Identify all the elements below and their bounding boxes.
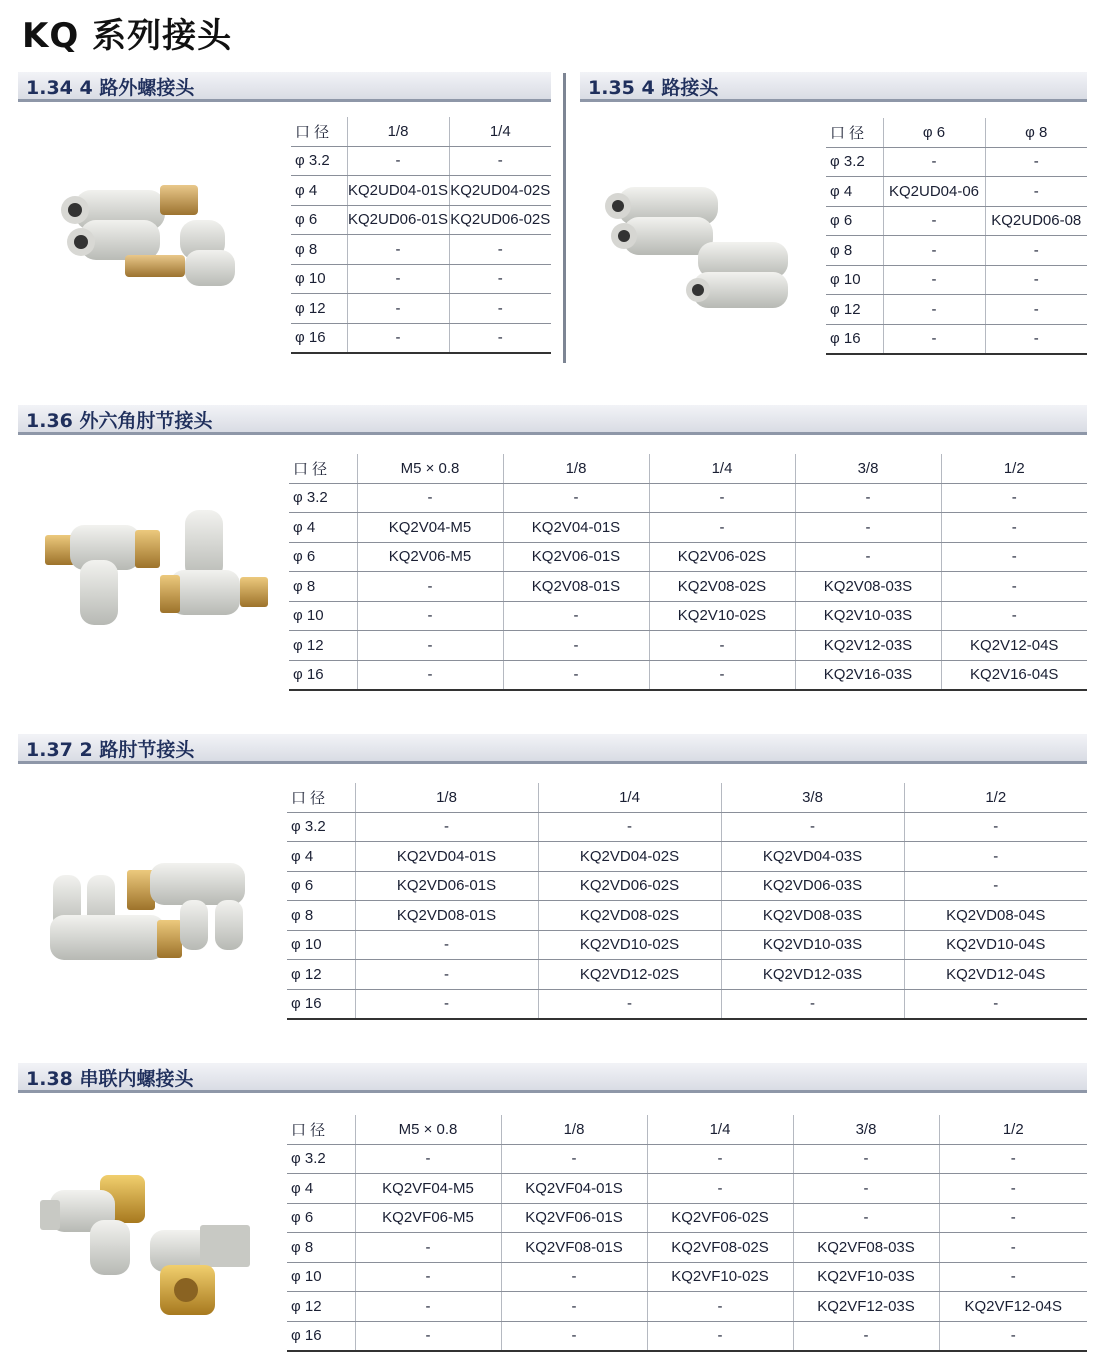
model-number-cell: - <box>538 812 721 842</box>
model-number-cell: KQ2V12-03S <box>795 631 941 661</box>
model-number-cell: KQ2VD08-03S <box>721 901 904 931</box>
table-row <box>287 901 1087 931</box>
model-number-cell: KQ2VF06-01S <box>501 1203 647 1233</box>
model-number-cell: - <box>357 483 503 513</box>
model-number-cell: - <box>503 631 649 661</box>
model-number-cell: - <box>985 265 1087 295</box>
model-number-cell: - <box>904 842 1087 872</box>
table-row <box>291 235 551 265</box>
port-size-header: 口 径 <box>289 454 357 483</box>
model-number-cell: - <box>883 236 985 266</box>
tube-diameter-cell: φ 6 <box>826 206 883 236</box>
model-number-cell: KQ2VD04-02S <box>538 842 721 872</box>
model-number-cell: - <box>939 1233 1087 1263</box>
model-number-cell: - <box>503 660 649 690</box>
model-number-cell: KQ2UD06-01S <box>347 205 449 235</box>
model-number-cell: - <box>449 235 551 265</box>
model-number-cell: - <box>883 147 985 177</box>
model-number-cell: KQ2VD08-04S <box>904 901 1087 931</box>
tube-diameter-cell: φ 12 <box>287 1292 355 1322</box>
spec-table-1-38 <box>287 1115 1087 1352</box>
tube-diameter-cell: φ 6 <box>289 542 357 572</box>
port-size-header: 口 径 <box>287 783 355 812</box>
model-number-cell: KQ2V06-01S <box>503 542 649 572</box>
model-number-cell: KQ2VF10-02S <box>647 1262 793 1292</box>
model-number-cell: - <box>904 871 1087 901</box>
model-number-cell: - <box>985 177 1087 207</box>
table-row <box>287 1203 1087 1233</box>
table-row <box>826 295 1087 325</box>
tube-diameter-cell: φ 6 <box>287 1203 355 1233</box>
model-number-cell: - <box>795 513 941 543</box>
section-header-1-38 <box>18 1063 1087 1093</box>
model-number-cell: - <box>939 1174 1087 1204</box>
model-number-cell: - <box>355 1262 501 1292</box>
spec-table-1-34 <box>291 117 551 354</box>
model-number-cell: - <box>357 601 503 631</box>
product-photo-2way-elbow <box>45 855 255 975</box>
section-title: 1.36 外六角肘节接头 <box>26 410 213 432</box>
model-number-cell: - <box>501 1262 647 1292</box>
tube-diameter-cell: φ 10 <box>291 264 347 294</box>
table-row <box>287 1144 1087 1174</box>
table-row <box>287 1262 1087 1292</box>
model-number-cell: - <box>501 1292 647 1322</box>
model-number-cell: - <box>793 1203 939 1233</box>
tube-diameter-cell: φ 4 <box>291 176 347 206</box>
model-number-cell: - <box>985 147 1087 177</box>
tube-diameter-cell: φ 10 <box>289 601 357 631</box>
thread-size-header: 3/8 <box>721 783 904 812</box>
tube-diameter-cell: φ 3.2 <box>291 146 347 176</box>
model-number-cell: KQ2VD06-02S <box>538 871 721 901</box>
model-number-cell: KQ2VF06-02S <box>647 1203 793 1233</box>
table-row <box>291 205 551 235</box>
model-number-cell: - <box>649 483 795 513</box>
table-row <box>287 1292 1087 1322</box>
tube-diameter-cell: φ 10 <box>287 930 355 960</box>
product-photo-4way-union <box>598 172 798 322</box>
table-row <box>291 146 551 176</box>
table-row <box>291 176 551 206</box>
table-row <box>291 264 551 294</box>
model-number-cell: - <box>449 323 551 353</box>
tube-diameter-cell: φ 3.2 <box>287 1144 355 1174</box>
model-number-cell: - <box>883 206 985 236</box>
model-number-cell: KQ2V16-03S <box>795 660 941 690</box>
port-size-header: 口 径 <box>291 117 347 146</box>
model-number-cell: - <box>721 812 904 842</box>
model-number-cell: KQ2V04-01S <box>503 513 649 543</box>
model-number-cell: KQ2VD04-01S <box>355 842 538 872</box>
section-header-1-36 <box>18 405 1087 435</box>
table-header-row <box>289 454 1087 483</box>
model-number-cell: - <box>795 483 941 513</box>
tube-diameter-cell: φ 3.2 <box>826 147 883 177</box>
section-title: 1.35 4 路接头 <box>588 77 719 99</box>
model-number-cell: - <box>347 235 449 265</box>
thread-size-header: 1/2 <box>939 1115 1087 1144</box>
product-photo-hex-elbow <box>45 505 275 640</box>
model-number-cell: - <box>647 1292 793 1322</box>
model-number-cell: KQ2V04-M5 <box>357 513 503 543</box>
model-number-cell: - <box>647 1174 793 1204</box>
model-number-cell: - <box>985 324 1087 354</box>
thread-size-header: 3/8 <box>793 1115 939 1144</box>
tube-diameter-cell: φ 16 <box>826 324 883 354</box>
model-number-cell: - <box>941 572 1087 602</box>
table-row <box>291 294 551 324</box>
model-number-cell: KQ2UD06-08 <box>985 206 1087 236</box>
model-number-cell: - <box>355 960 538 990</box>
tube-diameter-cell: φ 6 <box>291 205 347 235</box>
page-title: KQ 系列接头 <box>22 16 233 56</box>
model-number-cell: - <box>793 1144 939 1174</box>
model-number-cell: KQ2V10-03S <box>795 601 941 631</box>
model-number-cell: KQ2V08-03S <box>795 572 941 602</box>
tube-diameter-cell: φ 16 <box>291 323 347 353</box>
model-number-cell: - <box>355 989 538 1019</box>
thread-size-header: M5 × 0.8 <box>355 1115 501 1144</box>
model-number-cell: - <box>355 812 538 842</box>
model-number-cell: KQ2V06-M5 <box>357 542 503 572</box>
tube-diameter-cell: φ 6 <box>287 871 355 901</box>
model-number-cell: KQ2VD08-01S <box>355 901 538 931</box>
tube-diameter-cell: φ 8 <box>289 572 357 602</box>
section-title: 1.37 2 路肘节接头 <box>26 739 195 761</box>
model-number-cell: - <box>357 660 503 690</box>
table-row <box>289 483 1087 513</box>
model-number-cell: KQ2V16-04S <box>941 660 1087 690</box>
table-row <box>826 236 1087 266</box>
thread-size-header: 1/4 <box>538 783 721 812</box>
table-row <box>289 631 1087 661</box>
model-number-cell: - <box>649 660 795 690</box>
thread-size-header: φ 6 <box>883 118 985 147</box>
model-number-cell: - <box>347 294 449 324</box>
model-number-cell: - <box>503 483 649 513</box>
thread-size-header: 1/8 <box>503 454 649 483</box>
tube-diameter-cell: φ 4 <box>826 177 883 207</box>
model-number-cell: - <box>355 930 538 960</box>
model-number-cell: - <box>883 324 985 354</box>
thread-size-header: 1/8 <box>347 117 449 146</box>
port-size-header: 口 径 <box>826 118 883 147</box>
table-row <box>289 660 1087 690</box>
tube-diameter-cell: φ 4 <box>289 513 357 543</box>
thread-size-header: M5 × 0.8 <box>357 454 503 483</box>
table-row <box>291 323 551 353</box>
spec-table-1-36 <box>289 454 1087 691</box>
model-number-cell: - <box>647 1321 793 1351</box>
model-number-cell: KQ2VD10-03S <box>721 930 904 960</box>
section-title: 1.34 4 路外螺接头 <box>26 77 195 99</box>
model-number-cell: KQ2VF08-02S <box>647 1233 793 1263</box>
section-header-1-35 <box>580 72 1087 102</box>
model-number-cell: KQ2V06-02S <box>649 542 795 572</box>
section-header-1-34 <box>18 72 551 102</box>
spec-table-1-35 <box>826 118 1087 355</box>
thread-size-header: 3/8 <box>795 454 941 483</box>
model-number-cell: - <box>883 295 985 325</box>
model-number-cell: KQ2VF08-03S <box>793 1233 939 1263</box>
table-row <box>289 572 1087 602</box>
thread-size-header: 1/2 <box>941 454 1087 483</box>
model-number-cell: - <box>904 812 1087 842</box>
model-number-cell: - <box>501 1144 647 1174</box>
model-number-cell: - <box>449 264 551 294</box>
model-number-cell: - <box>538 989 721 1019</box>
model-number-cell: - <box>939 1321 1087 1351</box>
table-header-row <box>291 117 551 146</box>
table-header-row <box>287 783 1087 812</box>
product-photo-banjo-female-thread <box>40 1170 270 1320</box>
table-row <box>826 206 1087 236</box>
model-number-cell: KQ2VD12-04S <box>904 960 1087 990</box>
model-number-cell: - <box>941 483 1087 513</box>
tube-diameter-cell: φ 10 <box>826 265 883 295</box>
tube-diameter-cell: φ 12 <box>291 294 347 324</box>
tube-diameter-cell: φ 8 <box>287 1233 355 1263</box>
tube-diameter-cell: φ 3.2 <box>289 483 357 513</box>
model-number-cell: - <box>357 631 503 661</box>
product-photo-4way-male-thread <box>45 150 245 320</box>
port-size-header: 口 径 <box>287 1115 355 1144</box>
section-title: 1.38 串联内螺接头 <box>26 1068 194 1090</box>
tube-diameter-cell: φ 12 <box>289 631 357 661</box>
model-number-cell: - <box>449 146 551 176</box>
thread-size-header: 1/8 <box>355 783 538 812</box>
model-number-cell: - <box>721 989 904 1019</box>
table-row <box>287 989 1087 1019</box>
model-number-cell: KQ2VF06-M5 <box>355 1203 501 1233</box>
section-header-1-37 <box>18 734 1087 764</box>
table-row <box>289 542 1087 572</box>
table-row <box>826 147 1087 177</box>
table-row <box>287 1174 1087 1204</box>
model-number-cell: KQ2VD08-02S <box>538 901 721 931</box>
tube-diameter-cell: φ 3.2 <box>287 812 355 842</box>
model-number-cell: KQ2VD10-04S <box>904 930 1087 960</box>
model-number-cell: KQ2V12-04S <box>941 631 1087 661</box>
model-number-cell: - <box>941 513 1087 543</box>
tube-diameter-cell: φ 8 <box>287 901 355 931</box>
model-number-cell: - <box>941 542 1087 572</box>
table-row <box>287 842 1087 872</box>
model-number-cell: KQ2VF08-01S <box>501 1233 647 1263</box>
tube-diameter-cell: φ 12 <box>826 295 883 325</box>
tube-diameter-cell: φ 12 <box>287 960 355 990</box>
tube-diameter-cell: φ 16 <box>287 1321 355 1351</box>
model-number-cell: - <box>649 631 795 661</box>
table-row <box>287 930 1087 960</box>
table-row <box>287 960 1087 990</box>
model-number-cell: KQ2UD06-02S <box>449 205 551 235</box>
model-number-cell: - <box>347 264 449 294</box>
model-number-cell: KQ2V08-02S <box>649 572 795 602</box>
tube-diameter-cell: φ 4 <box>287 1174 355 1204</box>
tube-diameter-cell: φ 10 <box>287 1262 355 1292</box>
table-row <box>826 324 1087 354</box>
tube-diameter-cell: φ 8 <box>291 235 347 265</box>
model-number-cell: - <box>355 1321 501 1351</box>
tube-diameter-cell: φ 16 <box>289 660 357 690</box>
tube-diameter-cell: φ 16 <box>287 989 355 1019</box>
model-number-cell: KQ2VF12-04S <box>939 1292 1087 1322</box>
model-number-cell: - <box>449 294 551 324</box>
thread-size-header: 1/4 <box>449 117 551 146</box>
table-row <box>289 601 1087 631</box>
model-number-cell: - <box>355 1144 501 1174</box>
model-number-cell: KQ2V10-02S <box>649 601 795 631</box>
model-number-cell: KQ2VF04-01S <box>501 1174 647 1204</box>
table-row <box>289 513 1087 543</box>
model-number-cell: KQ2V08-01S <box>503 572 649 602</box>
table-row <box>287 812 1087 842</box>
model-number-cell: - <box>793 1321 939 1351</box>
model-number-cell: - <box>904 989 1087 1019</box>
table-row <box>287 1233 1087 1263</box>
model-number-cell: - <box>501 1321 647 1351</box>
model-number-cell: - <box>985 295 1087 325</box>
model-number-cell: - <box>503 601 649 631</box>
table-row <box>287 1321 1087 1351</box>
model-number-cell: KQ2VD12-03S <box>721 960 904 990</box>
model-number-cell: - <box>347 146 449 176</box>
table-row <box>826 177 1087 207</box>
model-number-cell: - <box>347 323 449 353</box>
model-number-cell: - <box>985 236 1087 266</box>
table-header-row <box>826 118 1087 147</box>
model-number-cell: - <box>939 1262 1087 1292</box>
spec-table-1-37 <box>287 783 1087 1020</box>
model-number-cell: KQ2UD04-06 <box>883 177 985 207</box>
model-number-cell: - <box>647 1144 793 1174</box>
thread-size-header: 1/4 <box>649 454 795 483</box>
model-number-cell: KQ2VD10-02S <box>538 930 721 960</box>
model-number-cell: - <box>357 572 503 602</box>
table-header-row <box>287 1115 1087 1144</box>
model-number-cell: - <box>793 1174 939 1204</box>
tube-diameter-cell: φ 4 <box>287 842 355 872</box>
thread-size-header: 1/8 <box>501 1115 647 1144</box>
model-number-cell: - <box>355 1233 501 1263</box>
thread-size-header: 1/4 <box>647 1115 793 1144</box>
thread-size-header: 1/2 <box>904 783 1087 812</box>
model-number-cell: - <box>939 1144 1087 1174</box>
table-row <box>826 265 1087 295</box>
model-number-cell: - <box>649 513 795 543</box>
thread-size-header: φ 8 <box>985 118 1087 147</box>
model-number-cell: KQ2VF12-03S <box>793 1292 939 1322</box>
model-number-cell: - <box>939 1203 1087 1233</box>
tube-diameter-cell: φ 8 <box>826 236 883 266</box>
model-number-cell: - <box>941 601 1087 631</box>
model-number-cell: KQ2VD04-03S <box>721 842 904 872</box>
model-number-cell: - <box>795 542 941 572</box>
model-number-cell: KQ2VD06-01S <box>355 871 538 901</box>
model-number-cell: KQ2VF04-M5 <box>355 1174 501 1204</box>
model-number-cell: KQ2VD12-02S <box>538 960 721 990</box>
model-number-cell: KQ2UD04-02S <box>449 176 551 206</box>
model-number-cell: - <box>883 265 985 295</box>
model-number-cell: KQ2UD04-01S <box>347 176 449 206</box>
table-row <box>287 871 1087 901</box>
model-number-cell: KQ2VD06-03S <box>721 871 904 901</box>
model-number-cell: KQ2VF10-03S <box>793 1262 939 1292</box>
column-divider <box>563 73 566 363</box>
model-number-cell: - <box>355 1292 501 1322</box>
